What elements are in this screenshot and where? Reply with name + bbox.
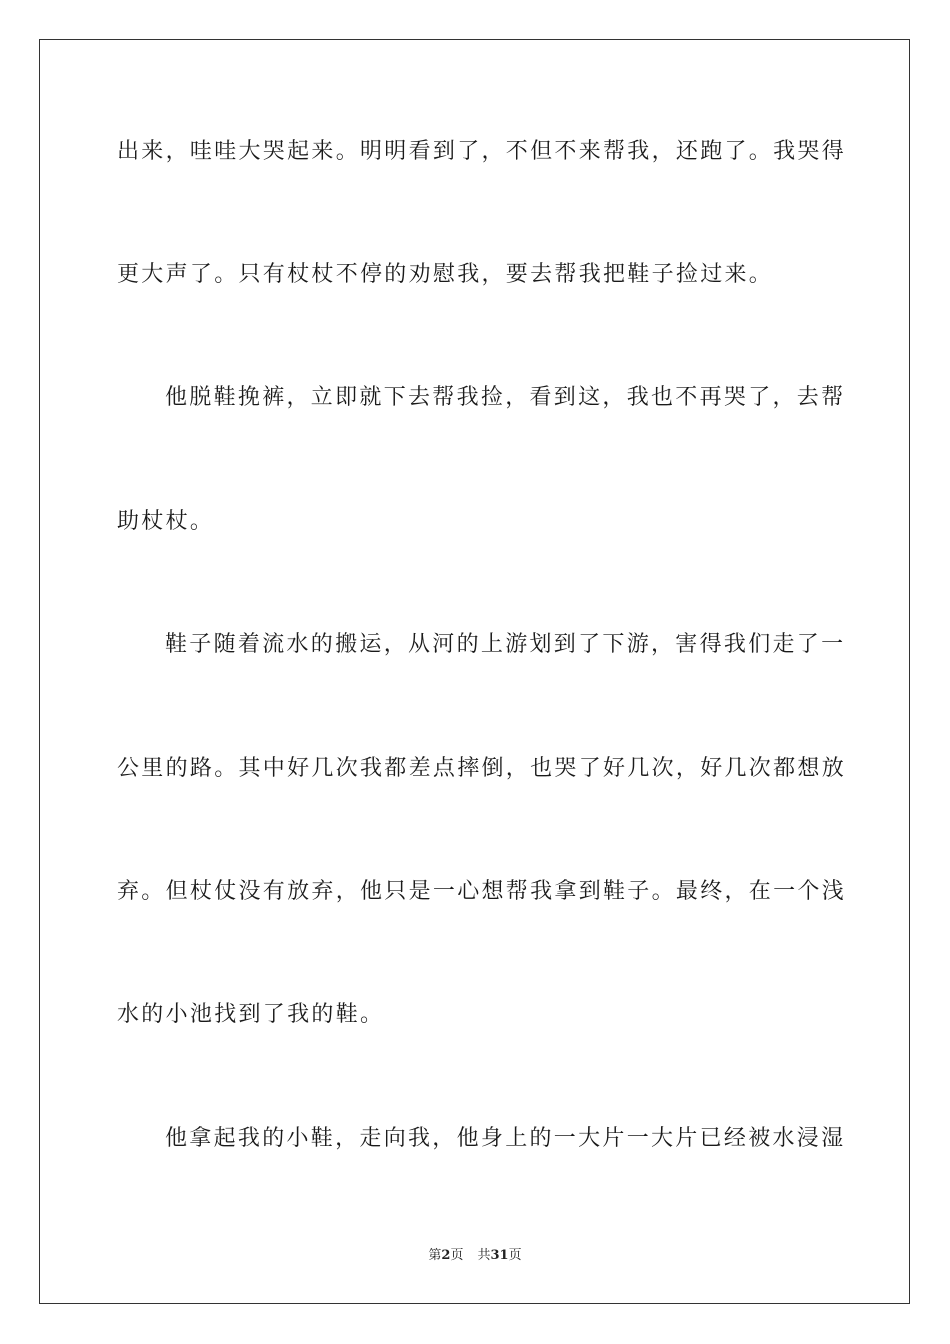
- text-line-7: 弃。但杖仗没有放弃，他只是一心想帮我拿到鞋子。最终，在一个浅: [117, 879, 847, 904]
- text-line-8: 水的小池找到了我的鞋。: [117, 1002, 385, 1027]
- text-line-3: 他脱鞋挽裤，立即就下去帮我捡，看到这，我也不再哭了，去帮: [165, 385, 846, 410]
- total-suffix: 页: [508, 1248, 522, 1263]
- text-line-5: 鞋子随着流水的搬运，从河的上游划到了下游，害得我们走了一: [165, 632, 846, 657]
- text-line-1: 出来，哇哇大哭起来。明明看到了，不但不来帮我，还跑了。我哭得: [117, 139, 847, 164]
- text-line-6: 公里的路。其中好几次我都差点摔倒，也哭了好几次，好几次都想放: [117, 756, 847, 781]
- page-number: 2: [441, 1248, 451, 1263]
- page-prefix: 第: [428, 1248, 442, 1263]
- page-border: [39, 39, 910, 1304]
- text-line-4: 助杖杖。: [117, 509, 215, 534]
- page-suffix: 页: [450, 1248, 464, 1263]
- page-footer: [0, 1247, 950, 1265]
- text-line-9: 他拿起我的小鞋，走向我，他身上的一大片一大片已经被水浸湿: [165, 1126, 846, 1151]
- total-pages: 31: [490, 1248, 509, 1263]
- total-prefix: 共: [477, 1248, 491, 1263]
- text-line-2: 更大声了。只有杖杖不停的劝慰我，要去帮我把鞋子捡过来。: [117, 262, 774, 287]
